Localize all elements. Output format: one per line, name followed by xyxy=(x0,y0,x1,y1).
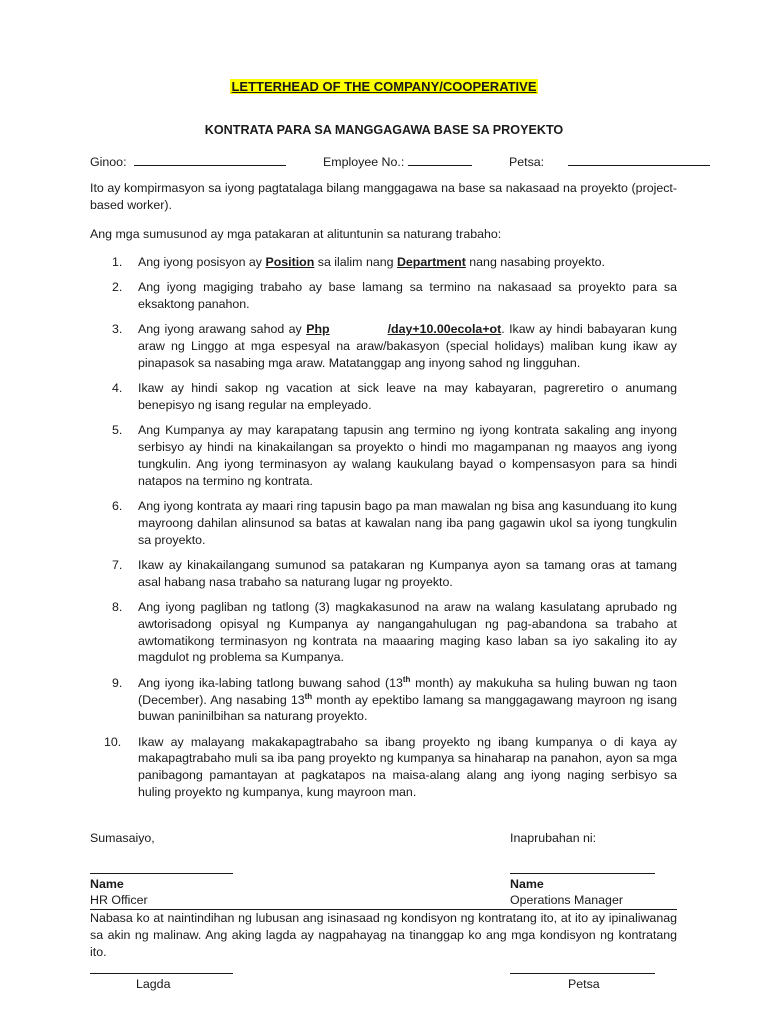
hr-name: Name xyxy=(90,877,124,891)
list-item xyxy=(90,599,677,666)
list-item xyxy=(90,675,677,725)
item-text: Ang Kumpanya ay may karapatang tapusin ang termino ng iyong kontrata sakaling ang inyong serbisyo ay hindi na kinakailangan sa proyekto o hindi mo magampanan ng maayos ang iyong tungkulin. Ang iyong terminasyon ay walang kaukulang bayad o kompensasyon para sa hindi natapos na termino ng kontrata. xyxy=(138,423,677,488)
list-item xyxy=(90,254,677,271)
item-text: Ikaw ay kinakailangang sumunod sa patakaran ng Kumpanya ayon sa tamang oras at tamang asal habang nasa trabaho sa naturang lugar ng proyekto. xyxy=(138,557,677,589)
ginoo-blank xyxy=(134,152,286,166)
sumasaiyo-label: Sumasaiyo, xyxy=(90,831,155,845)
employee-no-blank xyxy=(408,152,472,166)
petsa-label: Petsa: xyxy=(509,155,545,169)
item-number: 2. xyxy=(112,280,123,295)
item-number: 8. xyxy=(112,600,123,615)
list-item xyxy=(90,422,677,489)
rate-blank xyxy=(330,321,388,338)
list-item xyxy=(90,734,677,801)
item-text: month ay epektibo lamang sa manggagawang mayroon ng isang buwan paninilbihan sa naturang proyekto. xyxy=(138,692,677,724)
manager-name: Name xyxy=(510,877,544,891)
employee-signature-line xyxy=(90,973,233,974)
header-fields xyxy=(90,152,700,172)
list-item xyxy=(90,321,677,371)
ginoo-label: Ginoo: xyxy=(90,155,127,169)
department-field: Department xyxy=(396,255,466,269)
ginoo-field xyxy=(90,152,286,171)
petsa-blank xyxy=(568,152,710,166)
document-title: KONTRATA PARA SA MANGGAGAWA BASE SA PROYEKTO xyxy=(204,123,564,137)
item-number: 7. xyxy=(112,557,123,572)
item-text: Ang iyong pagliban ng tatlong (3) magkakasunod na araw na walang kasulatang aprubado ng awtorisadong opisyal ng Kumpanya ay nangangahulugan ng pag-abandona sa trabaho at awtomatikong terminasyon ng kontrata na maaaring maging kaso laban sa iyo sakaling ito ay magdulot ng problema sa Kumpanya. xyxy=(138,600,677,665)
inaprubahan-label: Inaprubahan ni: xyxy=(510,831,597,845)
hr-signature-line xyxy=(90,873,233,874)
item-number: 1. xyxy=(112,255,123,269)
employee-no-label: Employee No.: xyxy=(323,155,405,169)
petsa-signature-label: Petsa xyxy=(568,977,600,991)
php-label: Php xyxy=(306,322,330,337)
item-number: 3. xyxy=(112,322,123,337)
petsa-field xyxy=(509,152,710,171)
rate-suffix: /day+10.00ecola+ot xyxy=(387,322,502,337)
item-text: sa ilalim nang xyxy=(314,255,397,269)
item-number: 4. xyxy=(112,381,123,396)
terms-list xyxy=(90,254,677,809)
rules-lead: Ang mga sumusunod ay mga patakaran at alituntunin sa naturang trabaho: xyxy=(90,227,502,241)
item-text: Ang iyong posisyon ay xyxy=(138,255,266,269)
list-item xyxy=(90,279,677,313)
item-number: 5. xyxy=(112,423,123,438)
item-text: Ang iyong magiging trabaho ay base lamang sa termino na nakasaad sa proyekto para sa eksaktong panahon. xyxy=(138,280,677,312)
letterhead xyxy=(0,79,768,96)
list-item xyxy=(90,380,677,414)
item-number: 9. xyxy=(112,675,123,690)
superscript-th: th xyxy=(402,674,411,684)
letterhead-text: LETTERHEAD OF THE COMPANY/COOPERATIVE xyxy=(231,79,537,94)
item-text: nang nasabing proyekto. xyxy=(465,255,605,269)
item-text: month) ay makukuha sa huling buwan ng taon (December). Ang nasabing 13 xyxy=(138,675,677,707)
item-text: Ang iyong ika-labing tatlong buwang sahod (13 xyxy=(138,675,403,690)
manager-role: Operations Manager xyxy=(510,893,623,907)
item-text: Ikaw ay hindi sakop ng vacation at sick leave na may kabayaran, pagreretiro o anumang benepisyo ng isang regular na empleyado. xyxy=(138,381,677,413)
item-text: . Ikaw ay hindi babayaran kung araw ng Linggo at mga espesyal na araw/bakasyon (special holidays) maliban kung ikaw ay pinapasok sa nasabing mga araw. Matatanggap ang inyong sahod ng lingguhan. xyxy=(138,322,677,370)
hr-role: HR Officer xyxy=(90,893,148,907)
position-field: Position xyxy=(265,255,315,269)
lagda-label: Lagda xyxy=(136,977,171,991)
list-item xyxy=(90,557,677,591)
list-item xyxy=(90,498,677,548)
item-text: Ang iyong arawang sahod ay xyxy=(138,322,307,337)
item-number: 6. xyxy=(112,499,123,514)
superscript-th: th xyxy=(304,691,313,701)
manager-signature-line xyxy=(510,873,655,874)
acknowledgment-paragraph: Nabasa ko at naintindihan ng lubusan ang isinasaad ng kondisyon ng kontratang ito, at ito ay ipinaliwanag sa akin ng malinaw. Ang aking lagda ay nagpahayag na tinanggap ko ang mga kondisyon ng kontratang ito. xyxy=(90,911,677,959)
employee-no-field xyxy=(323,152,472,171)
intro-paragraph: Ito ay kompirmasyon sa iyong pagtatalaga bilang manggagawa na base sa nakasaad na proyekto (project-based worker). xyxy=(90,181,677,212)
item-number: 10. xyxy=(104,734,122,749)
item-text: Ikaw ay malayang makakapagtrabaho sa ibang proyekto ng ibang kumpanya o di kaya ay makapagtrabaho muli sa iba pang proyekto ng kumpanya sa hinaharap na panahon, ayon sa mga panibagong pamantayan at pagkatapos na maisa-alang alang ang iyong naging serbisyo sa huling proyekto ng kumpanya, kung mayroon man. xyxy=(138,734,677,800)
item-text: Ang iyong kontrata ay maari ring tapusin bago pa man mawalan ng bisa ang kasunduang ito kung mayroong dahilan alinsunod sa batas at kawalan nang iba pang gagawin ukol sa iyong tungkulin sa proyekto. xyxy=(138,499,677,547)
date-signature-line xyxy=(510,973,655,974)
